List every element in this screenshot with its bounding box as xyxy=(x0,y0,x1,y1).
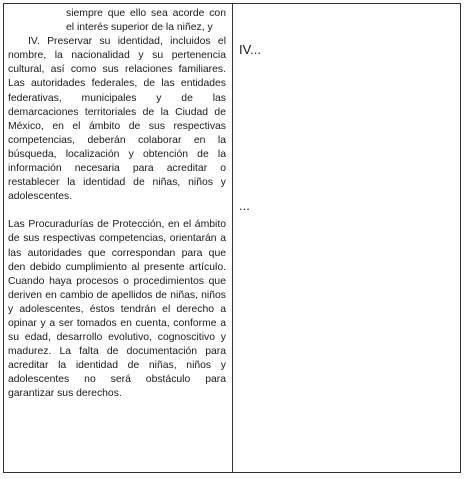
right-ellipsis: ... xyxy=(239,198,250,213)
column-divider xyxy=(232,4,233,472)
right-item-iv: IV... xyxy=(239,42,261,57)
item-iv-text: IV. Preservar su identidad, incluidos el nombre, la nacionalidad y su pertenencia cultural, así como sus relaciones familiares. Las autoridades federales, de las entidades federativas, municipales y de las demarcaciones territoriales de la Ciudad de México, en el ámbito de sus respectivas competencias, deberán colaborar en la búsqueda, localización y obtención de la información necesaria para acreditar o restablecer la identidad de niñas, niños y adolescentes. xyxy=(8,36,226,203)
left-column xyxy=(8,7,226,402)
top-continuation-text: siempre que ello sea acorde con el interés superior de la niñez, y xyxy=(66,8,226,34)
right-column xyxy=(236,4,458,472)
procuradurias-paragraph: Las Procuradurías de Protección, en el ámbito de sus respectivas competencias, orientarán a las autoridades que correspondan para que den debido cumplimiento al presente artículo. Cuando haya procesos o procedimientos que deriven en cambio de apellidos de niñas, niños y adolescentes, éstos tendrán el derecho a opinar y a ser tomados en cuenta, conforme a su edad, desarrollo evolutivo, cognoscitivo y madurez. La falta de documentación para acreditar la identidad de niñas, niños y adolescentes no será obstáculo para garantizar sus derechos. xyxy=(8,219,226,400)
comparison-table xyxy=(3,3,461,473)
